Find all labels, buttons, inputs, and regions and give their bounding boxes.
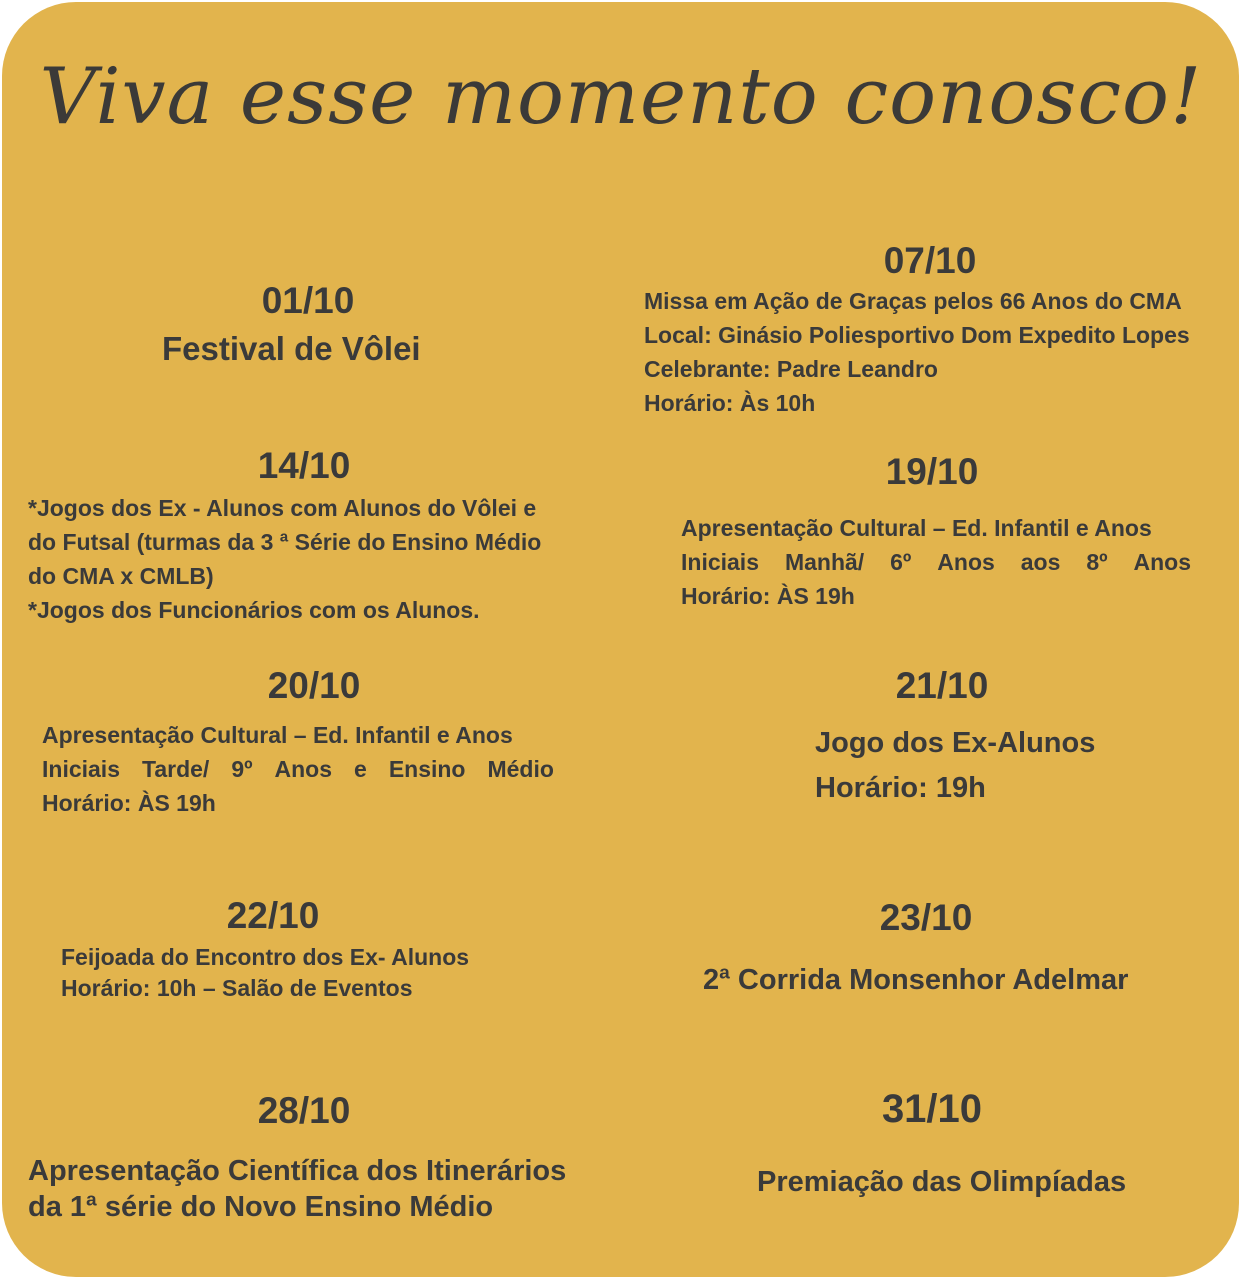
- event-line: Apresentação Cultural – Ed. Infantil e Anos: [681, 515, 1152, 541]
- event-line: Horário: ÀS 19h: [681, 583, 855, 609]
- event-title-2310: 2ª Corrida Monsenhor Adelmar: [703, 964, 1129, 996]
- event-date-3110: 31/10: [881, 1087, 983, 1131]
- word: 6º: [890, 549, 912, 575]
- event-line: Horário: 19h: [815, 772, 986, 804]
- word: aos: [1020, 549, 1061, 575]
- event-text-2110: [815, 721, 1095, 811]
- event-line: Feijoada do Encontro dos Ex- Alunos: [61, 944, 470, 970]
- event-line-justified: [42, 752, 554, 786]
- event-title-3110: Premiação das Olimpíadas: [757, 1166, 1127, 1198]
- word: Iniciais: [681, 549, 759, 575]
- word: Médio: [487, 756, 554, 782]
- event-title-0110: Festival de Vôlei: [162, 330, 421, 367]
- event-line: Apresentação Cultural – Ed. Infantil e Anos: [42, 722, 513, 748]
- event-text-0710: [644, 284, 1190, 420]
- event-line: Missa em Ação de Graças pelos 66 Anos do CMA: [644, 288, 1182, 314]
- event-line: *Jogos dos Funcionários com os Alunos.: [28, 597, 480, 623]
- word: Iniciais: [42, 756, 120, 782]
- event-date-2310: 23/10: [879, 897, 973, 938]
- event-line: do Futsal (turmas da 3 ª Série do Ensino Médio: [28, 529, 542, 555]
- event-line-justified: [681, 545, 1191, 579]
- event-line: Apresentação Científica dos Itinerários: [28, 1155, 567, 1187]
- event-date-1910: 19/10: [885, 451, 979, 492]
- event-date-0710: 07/10: [883, 240, 977, 281]
- schedule-card: [2, 2, 1239, 1277]
- word: Anos: [937, 549, 995, 575]
- word: Manhã/: [784, 549, 865, 575]
- event-line: Jogo dos Ex-Alunos: [815, 727, 1096, 759]
- word: Anos: [274, 756, 333, 782]
- word: e: [354, 756, 367, 782]
- word: 9º: [231, 756, 253, 782]
- event-line: Horário: Às 10h: [644, 390, 816, 416]
- event-line: do CMA x CMLB): [28, 563, 214, 589]
- event-text-1410: [28, 491, 541, 627]
- event-line: Horário: ÀS 19h: [42, 790, 216, 816]
- event-date-2810: 28/10: [257, 1090, 351, 1131]
- event-line: Local: Ginásio Poliesportivo Dom Expedito Lopes: [644, 322, 1190, 348]
- event-line: Celebrante: Padre Leandro: [644, 356, 938, 382]
- event-line: Horário: 10h – Salão de Eventos: [61, 975, 413, 1001]
- event-text-2010: [42, 718, 554, 820]
- event-text-2810: [28, 1153, 566, 1225]
- word: 8º: [1086, 549, 1108, 575]
- word: Tarde/: [141, 756, 210, 782]
- event-date-0110: 01/10: [261, 280, 355, 321]
- event-line: da 1ª série do Novo Ensino Médio: [28, 1191, 494, 1223]
- event-date-2010: 20/10: [267, 665, 361, 706]
- event-date-2110: 21/10: [895, 665, 989, 706]
- event-line: *Jogos dos Ex - Alunos com Alunos do Vôlei e: [28, 495, 537, 521]
- event-text-2210: [61, 942, 469, 1004]
- event-text-1910: [681, 511, 1191, 613]
- event-date-2210: 22/10: [226, 895, 320, 936]
- word: Anos: [1133, 549, 1191, 575]
- event-date-1410: 14/10: [257, 445, 351, 486]
- headline: Viva esse momento conosco!: [39, 52, 1203, 142]
- word: Ensino: [388, 756, 466, 782]
